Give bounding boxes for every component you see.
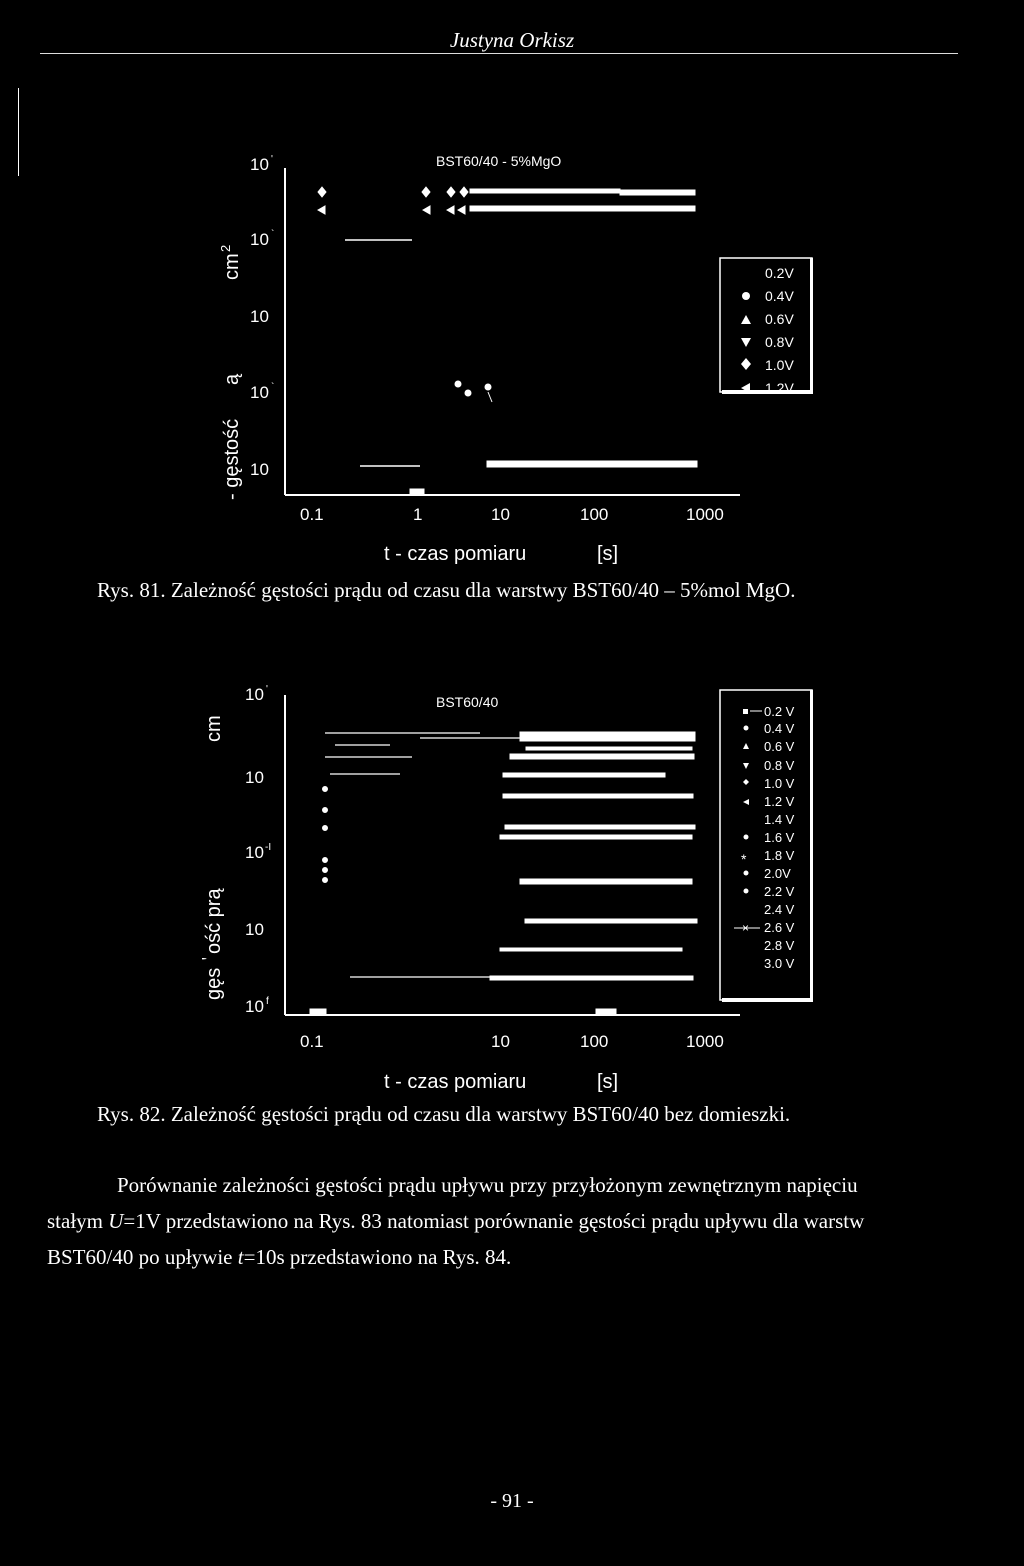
fig82-title: BST60/40	[436, 694, 499, 710]
fig82-legend-4: 1.0 V	[764, 776, 795, 791]
fig81-tri-left-marker	[318, 206, 325, 214]
fig81-xtick-0: 0.1	[300, 505, 324, 524]
fig81-ylabel-text2: ą	[221, 373, 243, 385]
star-icon: *	[741, 851, 747, 867]
fig81-series-1.0v-trace	[620, 190, 695, 195]
fig82-xtick-3: 1000	[686, 1032, 724, 1051]
paragraph-line-1	[47, 1167, 967, 1203]
header-rule	[40, 53, 958, 54]
fig82-ytick-1: 10	[245, 685, 264, 704]
figure-81-caption: Rys. 81. Zależność gęstości prądu od czasu dla warstwy BST60/40 – 5%mol MgO.	[97, 578, 796, 602]
triangle-left-icon	[743, 799, 749, 805]
fig81-tri-left-marker	[447, 206, 454, 214]
running-header: Justyna Orkisz	[449, 28, 575, 52]
fig82-legend-13: 2.8 V	[764, 938, 795, 953]
fig81-ytick-1: 10	[250, 155, 269, 174]
fig81-diamond-marker	[460, 187, 468, 197]
fig82-trace	[500, 835, 692, 839]
fig82-xtick-1: 10	[491, 1032, 510, 1051]
fig81-diamond-marker	[422, 187, 430, 197]
fig81-ylabel-text4: 2	[218, 244, 233, 252]
circle-icon	[744, 871, 749, 876]
fig82-ytick-3-exp: -I	[265, 842, 272, 853]
fig82-early-points	[596, 1009, 616, 1015]
fig81-early-points	[410, 489, 424, 495]
fig82-trace	[503, 794, 693, 798]
fig82-legend-14: 3.0 V	[764, 956, 795, 971]
fig81-legend	[720, 258, 813, 396]
fig82-trace	[525, 919, 697, 923]
fig82-point	[323, 868, 328, 873]
body-paragraph	[47, 1167, 967, 1275]
triangle-up-icon	[743, 743, 749, 749]
fig82-legend-10: 2.2 V	[764, 884, 795, 899]
fig81-series-1.2v-trace	[470, 206, 695, 211]
circle-icon	[744, 889, 749, 894]
paragraph-line-2	[47, 1203, 967, 1239]
fig82-ylabel-text2: ꞌ	[199, 957, 215, 960]
fig82-trace	[500, 948, 682, 951]
fig81-xunit: [s]	[597, 543, 619, 565]
fig82-ytick-4: 10	[245, 920, 264, 939]
triangle-down-icon	[743, 763, 749, 769]
fig81-title: BST60/40 - 5%MgO	[436, 153, 562, 169]
figure-82-caption: Rys. 82. Zależność gęstości prądu od czasu dla warstwy BST60/40 bez domieszki.	[97, 1102, 791, 1126]
circle-icon	[744, 726, 749, 731]
fig81-ytick-4: 10	[250, 383, 269, 402]
figure-82-chart	[0, 675, 1024, 1105]
fig82-point	[323, 858, 328, 863]
fig82-legend-2: 0.6 V	[764, 739, 795, 754]
fig82-point	[323, 787, 328, 792]
triangle-down-icon	[741, 338, 751, 347]
fig81-legend-1.0v: 1.0V	[765, 357, 794, 373]
fig82-trace-2.6v-dense	[520, 737, 695, 741]
fig82-trace	[510, 754, 694, 759]
fig81-tri-left-marker	[458, 206, 465, 214]
fig81-ytick-1-exp: '	[271, 154, 273, 165]
fig82-xtick-2: 100	[580, 1032, 609, 1051]
fig81-diamond-marker	[318, 187, 326, 197]
fig81-point	[465, 390, 471, 396]
paragraph-text-3b: =10s przedstawiono na Rys. 84.	[243, 1245, 512, 1269]
fig82-trace	[490, 976, 693, 980]
fig82-early-points	[310, 1009, 326, 1015]
fig82-ylabel-text3: ość prą	[203, 888, 225, 954]
diamond-icon	[741, 358, 751, 370]
fig82-xtick-0: 0.1	[300, 1032, 324, 1051]
fig82-point	[323, 878, 328, 883]
fig82-trace	[503, 773, 665, 777]
circle-icon	[742, 292, 750, 300]
fig81-point	[485, 384, 491, 390]
fig82-xunit: [s]	[597, 1071, 619, 1093]
fig82-legend-1: 0.4 V	[764, 721, 795, 736]
fig82-trace	[520, 879, 692, 884]
fig82-legend-3: 0.8 V	[764, 758, 795, 773]
fig82-trace	[520, 732, 695, 736]
paragraph-text-1: Porównanie zależności gęstości prądu upływu przy przyłożonym zewnętrznym napięciu	[117, 1173, 858, 1197]
paragraph-text-2b: =1V przedstawiono na Rys. 83 natomiast porównanie gęstości prądu upływu dla warstw	[123, 1209, 865, 1233]
fig81-legend-0.4v: 0.4V	[765, 288, 794, 304]
fig82-legend-11: 2.4 V	[764, 902, 795, 917]
fig81-legend-0.2v: 0.2V	[765, 265, 794, 281]
fig82-legend-shadow-b	[722, 998, 813, 1002]
fig82-legend-5: 1.2 V	[764, 794, 795, 809]
fig81-legend-1.2v: 1.2V	[765, 380, 794, 396]
fig81-ytick-4-exp: `	[271, 382, 275, 393]
fig82-legend-9: 2.0V	[764, 866, 791, 881]
fig81-xlabel: t - czas pomiaru	[384, 543, 527, 565]
fig82-point	[323, 808, 328, 813]
triangle-up-icon	[741, 315, 751, 324]
fig82-trace	[526, 747, 692, 750]
fig82-ytick-3: 10	[245, 843, 264, 862]
fig82-legend-0: 0.2 V	[764, 704, 795, 719]
circle-icon	[744, 835, 749, 840]
fig82-legend-box	[720, 690, 812, 1000]
fig81-data-marks	[318, 187, 697, 495]
fig81-legend-0.8v: 0.8V	[765, 334, 794, 350]
fig81-xtick-2: 10	[491, 505, 510, 524]
fig81-ytick-2: 10	[250, 230, 269, 249]
fig82-xlabel: t - czas pomiaru	[384, 1071, 527, 1093]
fig81-tri-left-marker	[423, 206, 430, 214]
fig82-legend	[720, 690, 813, 1002]
fig81-series-1.0v-dense	[470, 189, 620, 193]
fig82-ytick-5: 10	[245, 997, 264, 1016]
fig81-ytick-3: 10	[250, 307, 269, 326]
fig82-ytick-5-exp: f	[266, 996, 269, 1007]
paragraph-text-2a: stałym	[47, 1209, 109, 1233]
fig81-legend-0.6v: 0.6V	[765, 311, 794, 327]
fig82-ylabel-text4: cm	[203, 715, 225, 742]
fig81-ylabel	[218, 245, 243, 500]
page-number: - 91 -	[490, 1490, 534, 1512]
paragraph-text-3t: t	[237, 1245, 244, 1269]
x-mark-icon: ×	[742, 921, 750, 935]
fig82-legend-6: 1.4 V	[764, 812, 795, 827]
fig81-xtick-4: 1000	[686, 505, 724, 524]
fig81-xtick-3: 100	[580, 505, 609, 524]
fig82-legend-7: 1.6 V	[764, 830, 795, 845]
fig81-ylabel-text3: cm	[221, 253, 243, 280]
fig82-ylabel	[199, 715, 225, 1000]
fig81-ytick-5: 10	[250, 460, 269, 479]
fig82-legend-12: 2.6 V	[764, 920, 795, 935]
fig82-legend-shadow-r	[810, 690, 813, 1002]
fig82-trace	[505, 825, 695, 829]
figure-81-chart	[0, 140, 1024, 710]
fig82-ytick-2: 10	[245, 768, 264, 787]
fig81-diamond-marker	[447, 187, 455, 197]
fig82-data-marks	[310, 732, 697, 1015]
fig81-series-0.4v-trace	[487, 461, 697, 467]
square-icon	[743, 709, 748, 714]
paragraph-line-3	[47, 1239, 967, 1275]
fig82-legend-8: 1.8 V	[764, 848, 795, 863]
fig81-point	[455, 381, 461, 387]
fig81-legend-shadow-r	[810, 258, 813, 394]
paragraph-text-2u: U	[108, 1209, 124, 1233]
fig81-ylabel-text1: - gęstość	[221, 418, 243, 500]
fig81-point-tick	[488, 392, 492, 402]
fig81-xtick-1: 1	[413, 505, 423, 524]
fig82-point	[323, 826, 328, 831]
fig81-ytick-2-exp: `	[271, 229, 275, 240]
diamond-icon	[743, 779, 749, 785]
paragraph-text-3a: BST60/40 po upływie	[47, 1245, 238, 1269]
fig82-ytick-1-exp: '	[266, 684, 268, 695]
fig82-ylabel-text1: gęs	[203, 967, 225, 1000]
